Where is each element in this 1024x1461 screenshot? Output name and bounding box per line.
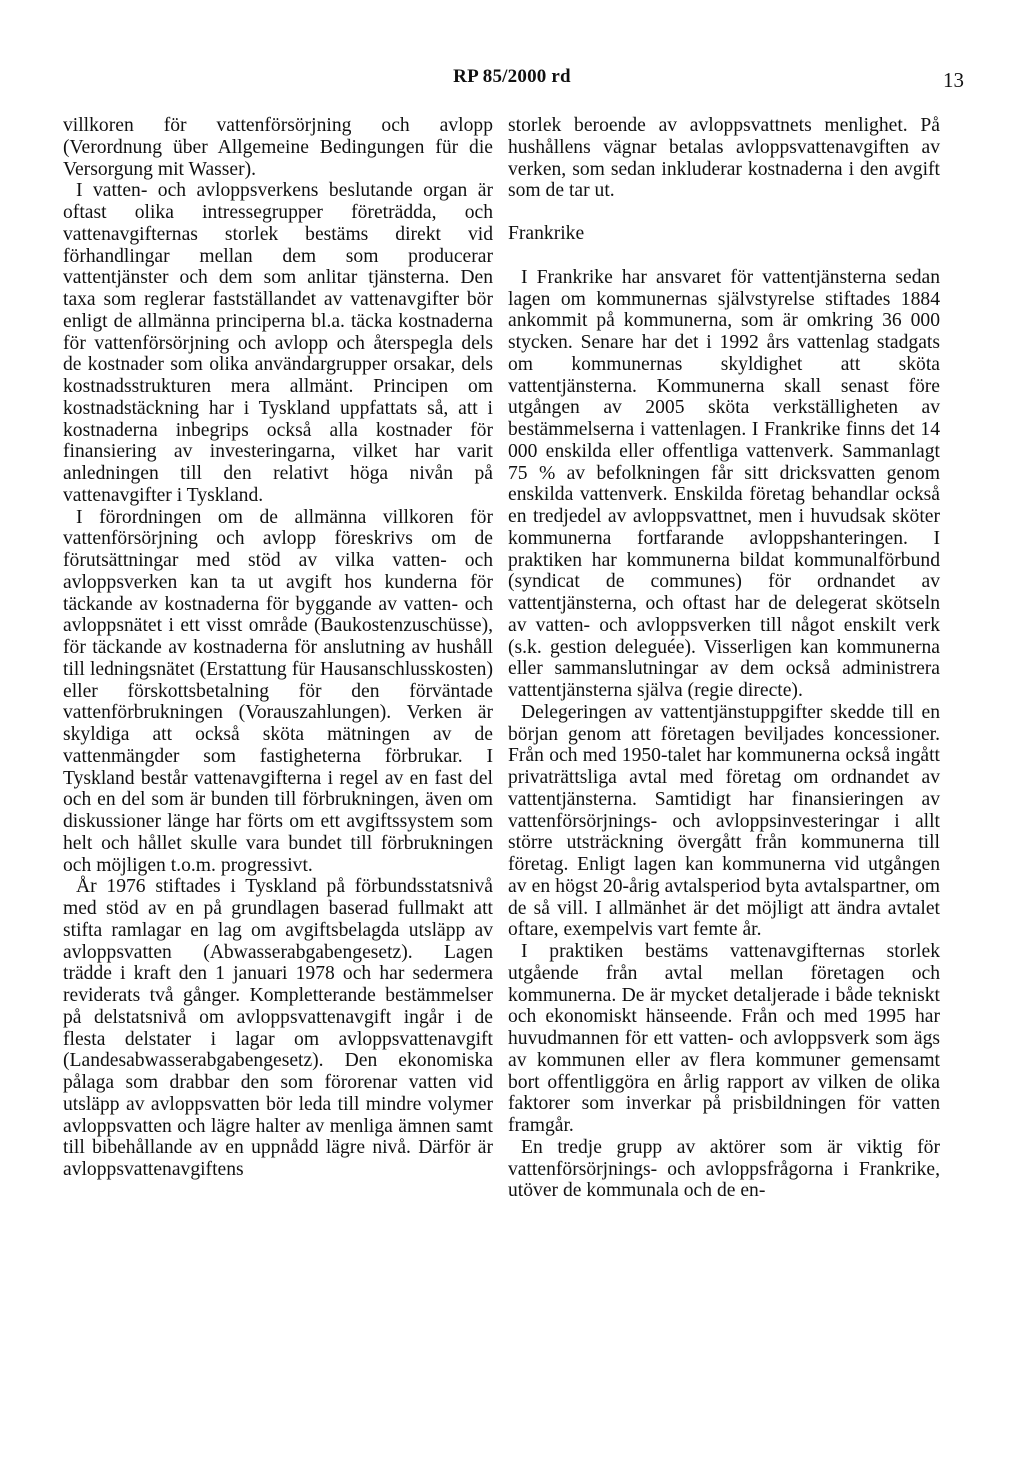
section-heading: Frankrike xyxy=(508,223,585,244)
page-number: 13 xyxy=(943,68,964,92)
right-column xyxy=(508,115,940,1202)
paragraph: En tredje grupp av aktörer som är viktig för vattenförsörjnings- och avloppsfrågorna i Frankrike, utöver de kommunala och de en- xyxy=(508,1136,940,1202)
paragraph: storlek beroende av avloppsvattnets menlighet. På hushållens vägnar betalas avloppsvattenavgiften av verken, som sedan inkluderar kostnaderna i den avgift som de tar ut. xyxy=(508,115,940,202)
paragraph: I Frankrike har ansvaret för vattentjänsterna sedan lagen om kommunernas självstyrelse stiftades 1884 ankommit på kommunerna, som är omkring 36 000 stycken. Senare har det i 1992 års vattenlag stadgats om kommunernas skyldighet att sköta vattentjänsterna. Kommunerna skall senast före utgången av 2005 sköta verkställigheten av bestämmelserna i vattenlagen. I Frankrike finns det 14 000 enskilda eller offentliga vattenverk. Sammanlagt 75 % av befolkningen får sitt dricksvatten genom enskilda vattenverk. Enskilda företag behandlar också en tredjedel av avloppsvattnet, men i huvudsak sköter kommunerna fortfarande avloppshanteringen. I praktiken har kommunerna bildat kommunalförbund (syndicat de communes) för ordnandet av vattentjänsterna, och oftast har de delegerat skötseln av vatten- och avloppsverken till något enskilt verk (s.k. gestion deleguée). Visserligen kan kommunerna eller sammanslutningar av dem också administrera vattentjänsterna själva (regie directe). xyxy=(508,266,940,701)
paragraph: I praktiken bestäms vattenavgifternas storlek utgående från avtal mellan företagen och kommunerna. De är mycket detaljerade i både tekniskt och ekonomiskt hänseende. Från och med 1995 har huvudmannen för ett vatten- och avloppsverk som ägs av kommunen eller av flera kommuner gemensamt bort offentliggöra en årlig rapport av vilken de olika faktorer som inverkar på prisbildningen för vatten framgår. xyxy=(508,941,940,1136)
running-header: RP 85/2000 rd xyxy=(453,66,571,87)
paragraph: I vatten- och avloppsverkens beslutande organ är oftast olika intressegrupper företrädda, och vattenavgifternas storlek bestäms direkt vid förhandlingar mellan dem som producerar vattentjänster och dem som anlitar tjänsterna. Den taxa som reglerar fastställandet av vattenavgifter bör enligt de allmänna principerna bl.a. täcka kostnaderna för vattenförsörjning och avlopp och återspegla dels de kostnader som olika användargrupper orsakar, dels kostnadsstrukturen mera allmänt. Principen om kostnadstäckning har i Tyskland uppfattats så, att i kostnaderna inbegrips också alla kostnader för finansiering av investeringarna, vilket har varit anledningen till den relativt höga nivån på vattenavgifter i Tyskland. xyxy=(63,180,493,506)
left-column xyxy=(63,115,493,1181)
paragraph: År 1976 stiftades i Tyskland på förbundsstatsnivå med stöd av en på grundlagen baserad fullmakt att stifta ramlagar en lag om avgiftsbelagda utsläpp av avloppsvatten (Abwasserabgabengesetz). Lagen trädde i kraft den 1 januari 1978 och har sedermera reviderats två gånger. Kompletterande bestämmelser på delstatsnivå om avloppsvattenavgift ingår i de flesta delstater i lagar om avloppsvattenavgift (Landesabwasserabgabengesetz). Den ekonomiska pålaga som drabbar den som förorenar vatten vid utsläpp av avloppsvatten bör leda till mindre volymer avloppsvatten och lägre halter av menliga ämnen samt till bibehållande av en uppnådd lägre nivå. Därför är avloppsvattenavgiftens xyxy=(63,876,493,1180)
paragraph: villkoren för vattenförsörjning och avlopp (Verordnung über Allgemeine Bedingungen für die Versorgung mit Wasser). xyxy=(63,115,493,180)
paragraph: Delegeringen av vattentjänstuppgifter skedde till en början genom att företagen beviljades koncessioner. Från och med 1950-talet har kommunerna också ingått privaträttsliga avtal med företag om ordnandet av vattentjänsterna. Samtidigt har finansieringen av vattenförsörjnings- och avloppsinvesteringar i allt större utsträckning övergått från kommunerna till företag. Enligt lagen kan kommunerna vid utgången av en högst 20-årig avtalsperiod byta avtalspartner, om de så vill. I allmänhet är det möjligt att ändra avtalet oftare, exempelvis vart femte år. xyxy=(508,701,940,941)
paragraph: I förordningen om de allmänna villkoren för vattenförsörjning och avlopp föreskrivs om de förutsättningar med stöd av vilka vatten- och avloppsverken kan ta ut avgift hos kunderna för täckande av kostnaderna för byggande av vatten- och avloppsnätet i ett visst område (Baukostenzuschüsse), för täckande av kostnaderna för anslutning av hushåll till ledningsnätet (Erstattung für Hausanschlusskosten) eller förskottsbetalning för den förväntade vattenförbrukningen (Vorauszahlungen). Verken är skyldiga att också sköta mätningen av de vattenmängder som fastigheterna förbrukar. I Tyskland består vattenavgifterna i regel av en fast del och en del som är bunden till förbrukningen, även om diskussioner länge har förts om ett avgiftssystem som helt och hållet skulle vara bundet till förbrukningen och möjligen t.o.m. progressivt. xyxy=(63,506,493,876)
